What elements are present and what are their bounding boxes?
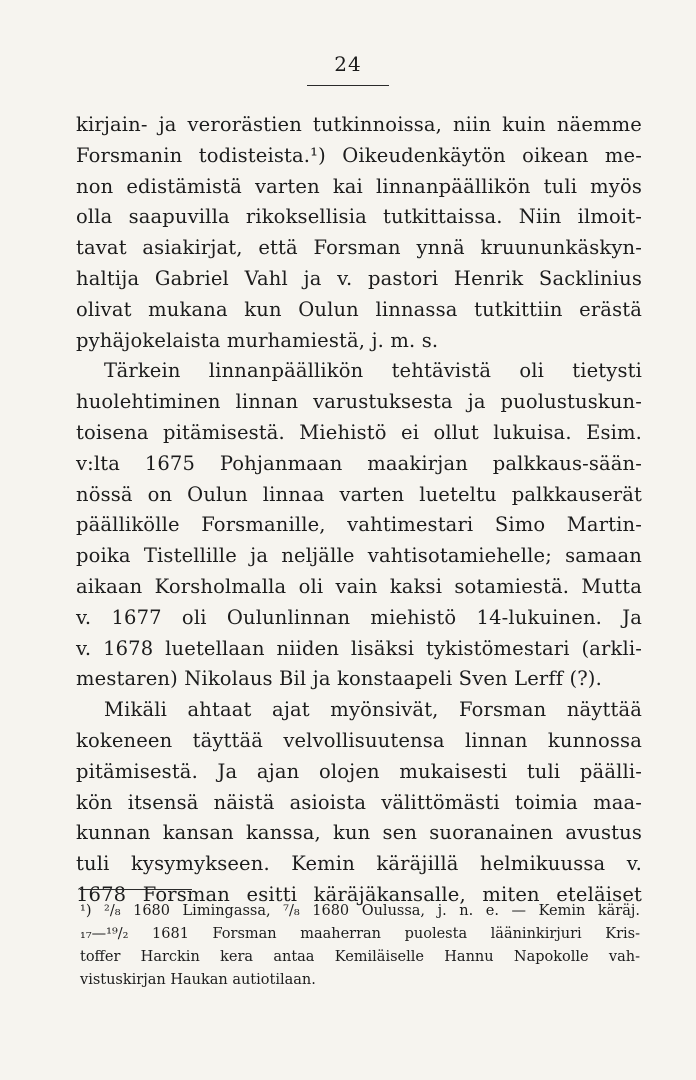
footnotes — [80, 900, 640, 992]
text-line: pitämisestä. Ja ajan olojen mukaisesti tuli päälli- — [76, 759, 642, 783]
text-line: olivat mukana kun Oulun linnassa tutkittiin erästä — [76, 297, 642, 321]
text-line: pyhäjokelaista murhamiestä, j. m. s. — [76, 328, 439, 352]
body-text — [76, 110, 642, 911]
text-line: Forsmanin todisteista.¹) Oikeudenkäytön oikean me- — [76, 143, 642, 167]
text-line: aikaan Korsholmalla oli vain kaksi sotamiestä. Mutta — [76, 574, 642, 598]
text-line: non edistämistä varten kai linnanpäällikön tuli myös — [76, 174, 642, 198]
text-line: huolehtiminen linnan varustuksesta ja puolustuskun- — [76, 390, 642, 414]
text-line: v. 1677 oli Oulunlinnan miehistö 14-lukuinen. Ja — [76, 605, 642, 629]
text-line: v:lta 1675 Pohjanmaan maakirjan palkkaus-sään- — [76, 451, 642, 475]
footnote-line: toffer Harckin kera antaa Kemiläiselle Hannu Napokolle vah- — [80, 949, 640, 965]
footnote-line: ₁₇—¹⁹/₂ 1681 Forsman maaherran puolesta lääninkirjuri Kris- — [80, 926, 640, 942]
text-line: poika Tistellille ja neljälle vahtisotamiehelle; samaan — [76, 544, 642, 568]
text-line: mestaren) Nikolaus Bil ja konstaapeli Sven Lerff (?). — [76, 667, 602, 691]
text-line: Mikäli ahtaat ajat myönsivät, Forsman näyttää — [104, 698, 642, 722]
text-line: haltija Gabriel Vahl ja v. pastori Henrik Sacklinius — [76, 266, 642, 290]
footnote-rule — [80, 889, 192, 890]
page-number: 24 — [334, 52, 362, 76]
text-line: tuli kysymykseen. Kemin käräjillä helmikuussa v. — [76, 852, 642, 876]
text-line: olla saapuvilla rikoksellisia tutkittaissa. Niin ilmoit- — [76, 205, 642, 229]
page-number-rule — [307, 85, 389, 86]
footnote-line: ¹) ²/₈ 1680 Limingassa, ⁷/₈ 1680 Oulussa, j. n. e. — Kemin käräj. — [80, 903, 640, 919]
text-line: tavat asiakirjat, että Forsman ynnä kruununkäskyn- — [76, 236, 642, 260]
footnote-line: vistuskirjan Haukan autiotilaan. — [80, 972, 316, 988]
text-line: Tärkein linnanpäällikön tehtävistä oli tietysti — [104, 359, 642, 383]
text-line: kön itsensä näistä asioista välittömästi toimia maa- — [76, 790, 642, 814]
text-line: toisena pitämisestä. Miehistö ei ollut lukuisa. Esim. — [76, 420, 642, 444]
text-line: 1678 Forsman esitti käräjäkansalle, miten eteläiset — [76, 882, 642, 906]
text-line: v. 1678 luetellaan niiden lisäksi tykistömestari (arkli- — [76, 636, 642, 660]
text-line: päällikölle Forsmanille, vahtimestari Simo Martin- — [76, 513, 642, 537]
text-line: nössä on Oulun linnaa varten lueteltu palkkauserät — [76, 482, 642, 506]
text-line: kirjain- ja verorästien tutkinnoissa, niin kuin näemme — [76, 113, 642, 136]
text-line: kunnan kansan kanssa, kun sen suoranainen avustus — [76, 821, 642, 845]
text-line: kokeneen täyttää velvollisuutensa linnan kunnossa — [76, 728, 642, 752]
